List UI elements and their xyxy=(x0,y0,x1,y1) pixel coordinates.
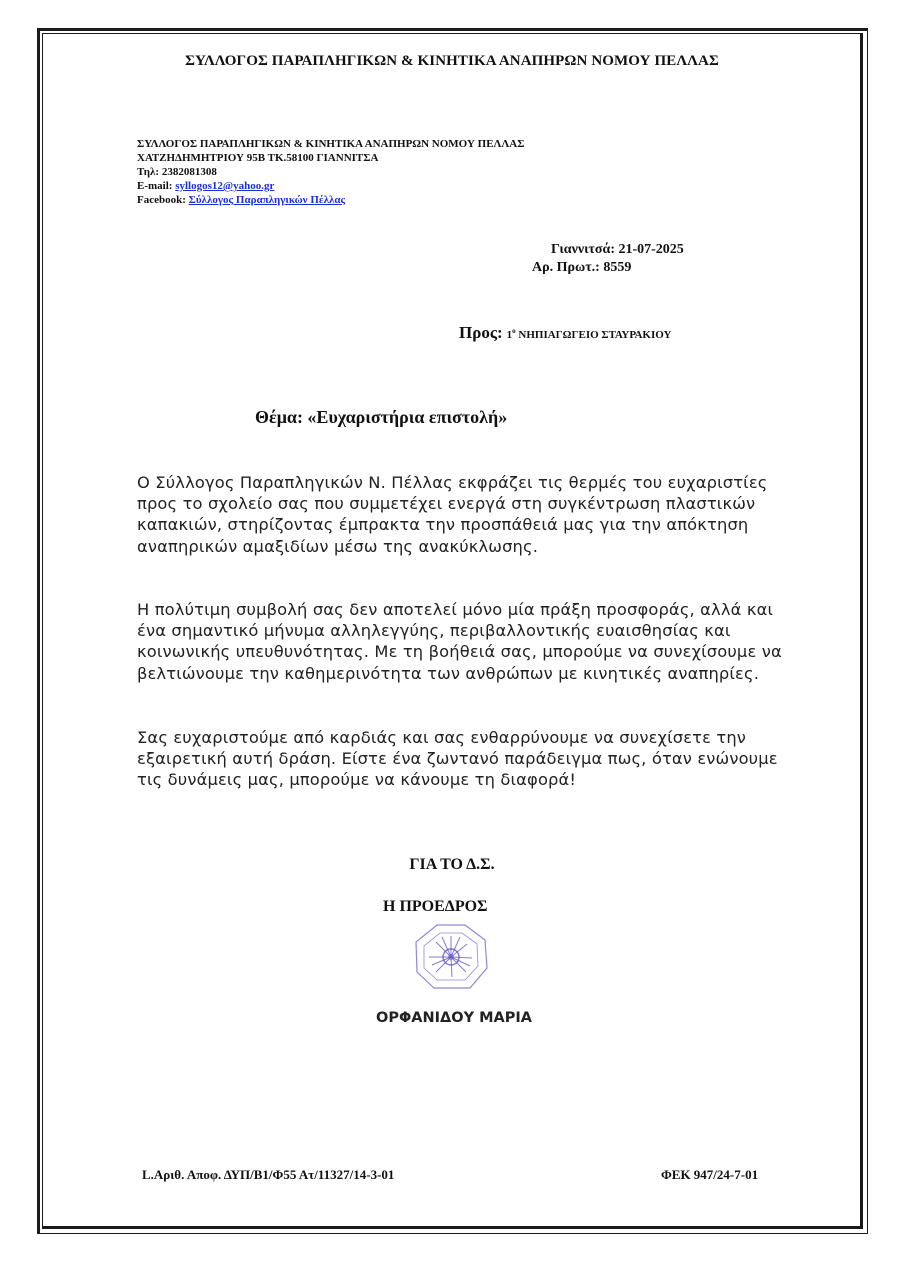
contact-org-name: ΣΥΛΛΟΓΟΣ ΠΑΡΑΠΛΗΓΙΚΩΝ & ΚΙΝΗΤΙΚΑ ΑΝΑΠΗΡΩΝ ΝΟΜΟΥ ΠΕΛΛΑΣ xyxy=(137,138,525,150)
body-paragraph: Ο Σύλλογος Παραπληγικών Ν. Πέλλας εκφράζει τις θερμές του ευχαριστίες προς το σχολείο σας που συμμετέχει ενεργά στη συγκέντρωση πλαστικών καπακιών, στηρίζοντας έμπρακτα την προσπάθειά μας για την απόκτηση αναπηρικών αμαξιδίων μέσω της ανακύκλωσης. xyxy=(137,473,768,556)
signer-name: ΟΡΦΑΝΙΔΟΥ ΜΑΡΙΑ xyxy=(376,1010,533,1026)
letter-date: Γιαννιτσά: 21-07-2025 xyxy=(551,242,684,257)
contact-email-row xyxy=(137,179,524,193)
recipient-name-wrap xyxy=(507,329,672,341)
body-paragraph: Η πολύτιμη συμβολή σας δεν αποτελεί μόνο μία πράξη προσφοράς, αλλά και ένα σημαντικό μήνυμα αλληλεγγύης, περιβαλλοντικής ευαισθησίας και κοινωνικής υπευθυνότητας. Με τη βοήθειά σας, μπορούμε να συνεχίσουμε να βελτιώνουμε την καθημερινότητα των ανθρώπων με κινητικές αναπηρίες. xyxy=(137,600,782,683)
phone-label: Τηλ: xyxy=(137,166,160,178)
contact-phone-row xyxy=(137,165,524,179)
footer-registration: L.Αριθ. Αποφ. ΔΥΠ/Β1/Φ55 Ατ/11327/14-3-01 xyxy=(142,1167,395,1182)
recipient-label: Προς: xyxy=(459,323,503,342)
contact-facebook-row xyxy=(137,193,524,207)
signature-on-behalf-text: ΓΙΑ ΤΟ Δ.Σ. xyxy=(409,856,495,873)
contact-address: ΧΑΤΖΗΔΗΜΗΤΡΙΟΥ 95Β ΤΚ.58100 ΓΙΑΝΝΙΤΣΑ xyxy=(137,152,379,164)
recipient-name: ΝΗΠΙΑΓΩΓΕΙΟ ΣΤΑΥΡΑΚΙΟΥ xyxy=(518,329,672,341)
recipient-line xyxy=(459,323,671,343)
footer-gazette: ΦΕΚ 947/24-7-01 xyxy=(661,1167,759,1182)
phone-value: 2382081308 xyxy=(161,166,217,178)
letterhead-title: ΣΥΛΛΟΓΟΣ ΠΑΡΑΠΛΗΓΙΚΩΝ & ΚΙΝΗΤΙΚΑ ΑΝΑΠΗΡΩΝ ΝΟΜΟΥ ΠΕΛΛΑΣ xyxy=(185,53,719,69)
body-paragraph: Σας ευχαριστούμε από καρδιάς και σας ενθαρρύνουμε να συνεχίσετε την εξαιρετική αυτή δράση. Είστε ένα ζωντανό παράδειγμα πως, όταν ενώνουμε τις δυνάμεις μας, μπορούμε να κάνουμε τη διαφορά! xyxy=(137,728,778,790)
protocol-number: Αρ. Πρωτ.: 8559 xyxy=(532,260,632,275)
recipient-number: 1 xyxy=(506,329,513,341)
facebook-link[interactable]: Σύλλογος Παραπληγικών Πέλλας xyxy=(188,194,346,206)
signature-role: Η ΠΡΟΕΔΡΟΣ xyxy=(383,898,488,915)
recipient-ordinal: ο xyxy=(512,327,516,335)
seal-stamp-icon xyxy=(412,922,490,992)
signature-on-behalf xyxy=(0,856,904,874)
email-label: E-mail: xyxy=(137,180,173,192)
facebook-label: Facebook: xyxy=(137,194,186,206)
letter-subject: Θέμα: «Ευχαριστήρια επιστολή» xyxy=(255,407,508,427)
contact-block xyxy=(137,137,524,207)
email-link[interactable]: syllogos12@yahoo.gr xyxy=(175,180,275,192)
